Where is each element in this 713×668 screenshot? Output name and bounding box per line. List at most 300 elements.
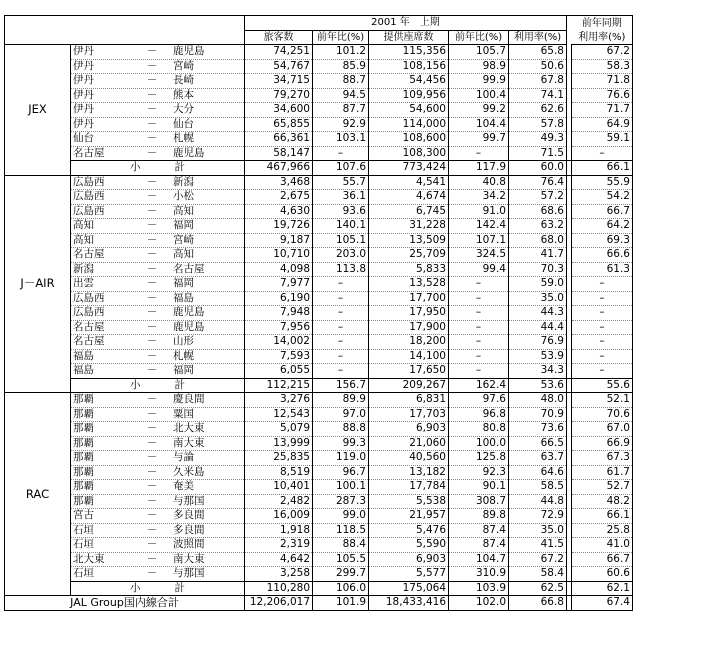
- seats-cell: 17,650: [369, 364, 449, 379]
- route-destination: 札幌: [173, 349, 194, 362]
- passengers-cell: 7,948: [245, 306, 313, 321]
- seats-cell: 108,600: [369, 132, 449, 147]
- passenger-yoy-cell: 100.1: [313, 480, 369, 495]
- seats-cell: 5,833: [369, 262, 449, 277]
- seats-yoy-cell: –: [449, 146, 509, 161]
- prev-load-factor-cell: –: [572, 146, 633, 161]
- route-origin: 那覇: [73, 451, 94, 464]
- column-header: 前年比(%): [449, 30, 509, 45]
- seats-cell: 17,900: [369, 320, 449, 335]
- header-row-period: [5, 16, 633, 31]
- table-row: [5, 335, 633, 350]
- seats-cell: 17,703: [369, 407, 449, 422]
- load-factor-cell: 68.6: [509, 204, 567, 219]
- route-dash: －: [146, 219, 158, 232]
- route-destination: 小松: [173, 190, 194, 203]
- seats-cell: 17,700: [369, 291, 449, 306]
- route-dash: －: [146, 320, 158, 333]
- table-row: [5, 45, 633, 60]
- route-origin: 伊丹: [73, 59, 94, 72]
- route-origin: 名古屋: [73, 146, 105, 159]
- passengers-cell: 4,630: [245, 204, 313, 219]
- route-origin: 那覇: [73, 422, 94, 435]
- passengers-cell: 1,918: [245, 523, 313, 538]
- passengers-cell: 9,187: [245, 233, 313, 248]
- route-destination: 与論: [173, 451, 194, 464]
- total-passenger-yoy: 101.9: [313, 596, 369, 611]
- route-origin: 北大東: [73, 552, 105, 565]
- prev-load-factor-cell: –: [572, 277, 633, 292]
- subtotal-seats: 175,064: [369, 581, 449, 596]
- route-destination: 高知: [173, 248, 194, 261]
- prev-load-factor-cell: –: [572, 320, 633, 335]
- route-cell: [71, 523, 245, 538]
- passenger-yoy-cell: –: [313, 320, 369, 335]
- table-row: [5, 262, 633, 277]
- passenger-yoy-cell: 85.9: [313, 59, 369, 74]
- route-dash: －: [146, 494, 158, 507]
- seats-yoy-cell: 99.4: [449, 262, 509, 277]
- passenger-yoy-cell: 101.2: [313, 45, 369, 60]
- seats-cell: 13,182: [369, 465, 449, 480]
- header-corner: [5, 16, 245, 45]
- route-dash: －: [146, 190, 158, 203]
- seats-cell: 13,528: [369, 277, 449, 292]
- passenger-yoy-cell: –: [313, 306, 369, 321]
- route-destination: 高知: [173, 204, 194, 217]
- route-cell: [71, 451, 245, 466]
- passenger-yoy-cell: –: [313, 291, 369, 306]
- passengers-cell: 58,147: [245, 146, 313, 161]
- passengers-cell: 5,079: [245, 422, 313, 437]
- seats-yoy-cell: 105.7: [449, 45, 509, 60]
- prev-load-factor-cell: 70.6: [572, 407, 633, 422]
- route-destination: 多良間: [173, 523, 205, 536]
- seats-cell: 31,228: [369, 219, 449, 234]
- passenger-yoy-cell: 89.9: [313, 393, 369, 408]
- route-cell: [71, 45, 245, 60]
- prev-load-factor-cell: 71.8: [572, 74, 633, 89]
- prev-load-factor-cell: 71.7: [572, 103, 633, 118]
- prev-load-factor-cell: 60.6: [572, 567, 633, 582]
- prev-load-factor-cell: 41.0: [572, 538, 633, 553]
- route-cell: [71, 74, 245, 89]
- prev-load-factor-cell: 64.2: [572, 219, 633, 234]
- passenger-yoy-cell: 36.1: [313, 190, 369, 205]
- passengers-cell: 10,401: [245, 480, 313, 495]
- route-origin: 出雲: [73, 277, 94, 290]
- route-cell: [71, 480, 245, 495]
- load-factor-cell: 71.5: [509, 146, 567, 161]
- prev-load-factor-cell: –: [572, 306, 633, 321]
- route-cell: [71, 538, 245, 553]
- passenger-yoy-cell: –: [313, 146, 369, 161]
- load-factor-cell: 70.3: [509, 262, 567, 277]
- route-origin: 福島: [73, 349, 94, 362]
- subtotal-row: [5, 161, 633, 176]
- route-dash: －: [146, 306, 158, 319]
- table-row: [5, 132, 633, 147]
- passengers-cell: 25,835: [245, 451, 313, 466]
- route-dash: －: [146, 567, 158, 580]
- route-destination: 久米島: [173, 465, 205, 478]
- prev-load-factor-cell: 66.9: [572, 436, 633, 451]
- passengers-cell: 8,519: [245, 465, 313, 480]
- table-row: [5, 248, 633, 263]
- route-cell: [71, 494, 245, 509]
- route-dash: －: [146, 523, 158, 536]
- seats-cell: 17,784: [369, 480, 449, 495]
- total-load-factor: 66.8: [509, 596, 567, 611]
- route-destination: 粟国: [173, 407, 194, 420]
- passengers-cell: 74,251: [245, 45, 313, 60]
- passengers-cell: 65,855: [245, 117, 313, 132]
- route-cell: [71, 320, 245, 335]
- route-cell: [71, 393, 245, 408]
- seats-cell: 115,356: [369, 45, 449, 60]
- table-row: [5, 436, 633, 451]
- subtotal-label-a: 小: [130, 161, 141, 174]
- subtotal-label-b: 計: [174, 378, 185, 391]
- prev-load-factor-cell: –: [572, 291, 633, 306]
- seats-cell: 21,060: [369, 436, 449, 451]
- route-cell: [71, 306, 245, 321]
- route-destination: 新潟: [173, 175, 194, 188]
- route-cell: [71, 277, 245, 292]
- prev-load-factor-cell: 67.0: [572, 422, 633, 437]
- prev-load-factor-cell: 58.3: [572, 59, 633, 74]
- subtotal-seats-yoy: 103.9: [449, 581, 509, 596]
- prev-load-factor-cell: –: [572, 364, 633, 379]
- passenger-yoy-cell: 55.7: [313, 175, 369, 190]
- passengers-cell: 7,956: [245, 320, 313, 335]
- prev-load-factor-cell: 25.8: [572, 523, 633, 538]
- total-seats: 18,433,416: [369, 596, 449, 611]
- route-origin: 新潟: [73, 262, 94, 275]
- seats-cell: 14,100: [369, 349, 449, 364]
- prev-load-factor-cell: 52.7: [572, 480, 633, 495]
- route-cell: [71, 132, 245, 147]
- passenger-yoy-cell: 87.7: [313, 103, 369, 118]
- passengers-cell: 4,642: [245, 552, 313, 567]
- route-origin: 那覇: [73, 407, 94, 420]
- load-factor-cell: 57.2: [509, 190, 567, 205]
- passengers-cell: 16,009: [245, 509, 313, 524]
- load-factor-cell: 41.5: [509, 538, 567, 553]
- total-seats-yoy: 102.0: [449, 596, 509, 611]
- route-origin: 伊丹: [73, 88, 94, 101]
- seats-yoy-cell: 99.2: [449, 103, 509, 118]
- route-cell: [71, 349, 245, 364]
- passengers-cell: 19,726: [245, 219, 313, 234]
- route-dash: －: [146, 422, 158, 435]
- table-row: [5, 306, 633, 321]
- seats-yoy-cell: 308.7: [449, 494, 509, 509]
- header-prev-period: 前年同期: [572, 16, 633, 31]
- seats-yoy-cell: –: [449, 335, 509, 350]
- seats-yoy-cell: 99.9: [449, 74, 509, 89]
- seats-yoy-cell: 99.7: [449, 132, 509, 147]
- column-header: 提供座席数: [369, 30, 449, 45]
- seats-cell: 17,950: [369, 306, 449, 321]
- passenger-yoy-cell: 94.5: [313, 88, 369, 103]
- route-dash: －: [146, 117, 158, 130]
- passengers-cell: 7,977: [245, 277, 313, 292]
- route-dash: －: [146, 45, 158, 58]
- load-factor-cell: 50.6: [509, 59, 567, 74]
- route-cell: [71, 103, 245, 118]
- prev-load-factor-cell: 66.6: [572, 248, 633, 263]
- group-label: RAC: [5, 393, 71, 596]
- load-factor-cell: 35.0: [509, 523, 567, 538]
- load-factor-cell: 66.5: [509, 436, 567, 451]
- prev-load-factor-cell: 59.1: [572, 132, 633, 147]
- seats-yoy-cell: 87.4: [449, 538, 509, 553]
- passengers-cell: 6,190: [245, 291, 313, 306]
- passenger-yoy-cell: 99.3: [313, 436, 369, 451]
- table-row: [5, 146, 633, 161]
- seats-yoy-cell: 324.5: [449, 248, 509, 263]
- subtotal-row: [5, 378, 633, 393]
- grand-total-label: JAL Group国内線合計: [5, 596, 245, 611]
- route-origin: 石垣: [73, 567, 94, 580]
- route-destination: 仙台: [173, 117, 194, 130]
- route-dash: －: [146, 233, 158, 246]
- load-factor-cell: 35.0: [509, 291, 567, 306]
- route-cell: [71, 509, 245, 524]
- passenger-yoy-cell: –: [313, 277, 369, 292]
- route-origin: 広島西: [73, 175, 105, 188]
- seats-cell: 4,541: [369, 175, 449, 190]
- route-destination: 多良間: [173, 509, 205, 522]
- load-factor-cell: 63.2: [509, 219, 567, 234]
- subtotal-passengers: 112,215: [245, 378, 313, 393]
- route-destination: 大分: [173, 103, 194, 116]
- seats-yoy-cell: 125.8: [449, 451, 509, 466]
- load-factor-cell: 48.0: [509, 393, 567, 408]
- seats-yoy-cell: 91.0: [449, 204, 509, 219]
- passenger-yoy-cell: –: [313, 364, 369, 379]
- route-origin: 那覇: [73, 393, 94, 406]
- route-cell: [71, 117, 245, 132]
- grand-total-row: [5, 596, 633, 611]
- seats-cell: 13,509: [369, 233, 449, 248]
- seats-yoy-cell: 310.9: [449, 567, 509, 582]
- route-destination: 長崎: [173, 74, 194, 87]
- route-dash: －: [146, 364, 158, 377]
- seats-cell: 108,156: [369, 59, 449, 74]
- seats-cell: 5,538: [369, 494, 449, 509]
- seats-yoy-cell: –: [449, 277, 509, 292]
- seats-yoy-cell: 142.4: [449, 219, 509, 234]
- passengers-cell: 4,098: [245, 262, 313, 277]
- table-row: [5, 407, 633, 422]
- route-origin: 高知: [73, 219, 94, 232]
- table-row: [5, 509, 633, 524]
- subtotal-passengers: 467,966: [245, 161, 313, 176]
- passengers-cell: 14,002: [245, 335, 313, 350]
- seats-yoy-cell: –: [449, 320, 509, 335]
- route-cell: [71, 262, 245, 277]
- seats-cell: 6,831: [369, 393, 449, 408]
- prev-load-factor-cell: 76.6: [572, 88, 633, 103]
- route-destination: 奄美: [173, 480, 194, 493]
- route-destination: 熊本: [173, 88, 194, 101]
- passenger-yoy-cell: 113.8: [313, 262, 369, 277]
- prev-load-factor-cell: 55.9: [572, 175, 633, 190]
- prev-load-factor-cell: –: [572, 335, 633, 350]
- seats-cell: 25,709: [369, 248, 449, 263]
- seats-cell: 6,903: [369, 422, 449, 437]
- route-dash: －: [146, 451, 158, 464]
- seats-yoy-cell: 107.1: [449, 233, 509, 248]
- route-cell: [71, 364, 245, 379]
- passenger-yoy-cell: 99.0: [313, 509, 369, 524]
- route-destination: 南大東: [173, 552, 205, 565]
- load-factor-cell: 41.7: [509, 248, 567, 263]
- seats-cell: 109,956: [369, 88, 449, 103]
- prev-load-factor-cell: 52.1: [572, 393, 633, 408]
- table-row: [5, 552, 633, 567]
- seats-yoy-cell: –: [449, 364, 509, 379]
- route-destination: 福岡: [173, 364, 194, 377]
- load-factor-cell: 34.3: [509, 364, 567, 379]
- route-dash: －: [146, 248, 158, 261]
- load-factor-cell: 58.5: [509, 480, 567, 495]
- route-cell: [71, 436, 245, 451]
- load-factor-cell: 67.8: [509, 74, 567, 89]
- passenger-yoy-cell: 88.4: [313, 538, 369, 553]
- route-origin: 高知: [73, 233, 94, 246]
- header-period: 2001 年 上期: [245, 16, 567, 31]
- route-cell: [71, 335, 245, 350]
- table-row: [5, 117, 633, 132]
- passenger-yoy-cell: –: [313, 335, 369, 350]
- passenger-yoy-cell: 96.7: [313, 465, 369, 480]
- seats-yoy-cell: 34.2: [449, 190, 509, 205]
- route-dash: －: [146, 407, 158, 420]
- route-dash: －: [146, 436, 158, 449]
- route-origin: 宮古: [73, 509, 94, 522]
- seats-yoy-cell: 100.0: [449, 436, 509, 451]
- load-factor-cell: 68.0: [509, 233, 567, 248]
- passengers-cell: 2,675: [245, 190, 313, 205]
- route-dash: －: [146, 204, 158, 217]
- passenger-yoy-cell: 88.8: [313, 422, 369, 437]
- passengers-cell: 12,543: [245, 407, 313, 422]
- load-factor-cell: 76.4: [509, 175, 567, 190]
- table-row: [5, 219, 633, 234]
- passengers-cell: 79,270: [245, 88, 313, 103]
- passengers-cell: 3,258: [245, 567, 313, 582]
- load-factor-cell: 73.6: [509, 422, 567, 437]
- prev-load-factor-cell: –: [572, 349, 633, 364]
- route-origin: 名古屋: [73, 248, 105, 261]
- passengers-cell: 34,715: [245, 74, 313, 89]
- route-origin: 那覇: [73, 465, 94, 478]
- table-row: [5, 393, 633, 408]
- route-cell: [71, 248, 245, 263]
- table-row: [5, 465, 633, 480]
- table-row: [5, 190, 633, 205]
- load-factor-cell: 58.4: [509, 567, 567, 582]
- route-cell: [71, 567, 245, 582]
- subtotal-prev-load: 66.1: [572, 161, 633, 176]
- load-factor-cell: 44.3: [509, 306, 567, 321]
- load-factor-cell: 53.9: [509, 349, 567, 364]
- route-destination: 南大東: [173, 436, 205, 449]
- passengers-cell: 3,468: [245, 175, 313, 190]
- route-destination: 福島: [173, 291, 194, 304]
- seats-yoy-cell: 87.4: [449, 523, 509, 538]
- route-destination: 宮崎: [173, 59, 194, 72]
- seats-cell: 108,300: [369, 146, 449, 161]
- passenger-yoy-cell: –: [313, 349, 369, 364]
- route-origin: 広島西: [73, 306, 105, 319]
- column-header: 利用率(%): [572, 30, 633, 45]
- group-label: J－AIR: [5, 175, 71, 393]
- table-row: [5, 204, 633, 219]
- column-header: 旅客数: [245, 30, 313, 45]
- route-dash: －: [146, 335, 158, 348]
- subtotal-seats-yoy: 162.4: [449, 378, 509, 393]
- passengers-cell: 34,600: [245, 103, 313, 118]
- route-dash: －: [146, 88, 158, 101]
- passenger-yoy-cell: 92.9: [313, 117, 369, 132]
- route-destination: 波照間: [173, 538, 205, 551]
- route-destination: 福岡: [173, 277, 194, 290]
- route-cell: [71, 88, 245, 103]
- load-factor-cell: 70.9: [509, 407, 567, 422]
- prev-load-factor-cell: 54.2: [572, 190, 633, 205]
- prev-load-factor-cell: 66.1: [572, 509, 633, 524]
- route-destination: 鹿児島: [173, 320, 205, 333]
- route-dash: －: [146, 291, 158, 304]
- table-row: [5, 349, 633, 364]
- route-destination: 鹿児島: [173, 146, 205, 159]
- subtotal-label: [71, 161, 245, 176]
- prev-load-factor-cell: 64.9: [572, 117, 633, 132]
- prev-load-factor-cell: 67.3: [572, 451, 633, 466]
- passenger-yoy-cell: 105.1: [313, 233, 369, 248]
- subtotal-label-b: 計: [174, 161, 185, 174]
- subtotal-load-factor: 53.6: [509, 378, 567, 393]
- route-dash: －: [146, 393, 158, 406]
- load-factor-cell: 67.2: [509, 552, 567, 567]
- route-dash: －: [146, 349, 158, 362]
- subtotal-label: [71, 581, 245, 596]
- subtotal-passengers: 110,280: [245, 581, 313, 596]
- seats-yoy-cell: –: [449, 306, 509, 321]
- route-cell: [71, 175, 245, 190]
- subtotal-label-a: 小: [130, 581, 141, 594]
- route-destination: 福岡: [173, 219, 194, 232]
- traffic-table: [4, 15, 633, 611]
- route-dash: －: [146, 465, 158, 478]
- passenger-yoy-cell: 119.0: [313, 451, 369, 466]
- passenger-yoy-cell: 97.0: [313, 407, 369, 422]
- subtotal-load-factor: 62.5: [509, 581, 567, 596]
- route-cell: [71, 59, 245, 74]
- load-factor-cell: 49.3: [509, 132, 567, 147]
- seats-cell: 54,456: [369, 74, 449, 89]
- passenger-yoy-cell: 203.0: [313, 248, 369, 263]
- subtotal-seats: 773,424: [369, 161, 449, 176]
- passengers-cell: 54,767: [245, 59, 313, 74]
- prev-load-factor-cell: 61.7: [572, 465, 633, 480]
- seats-yoy-cell: 98.9: [449, 59, 509, 74]
- seats-cell: 5,577: [369, 567, 449, 582]
